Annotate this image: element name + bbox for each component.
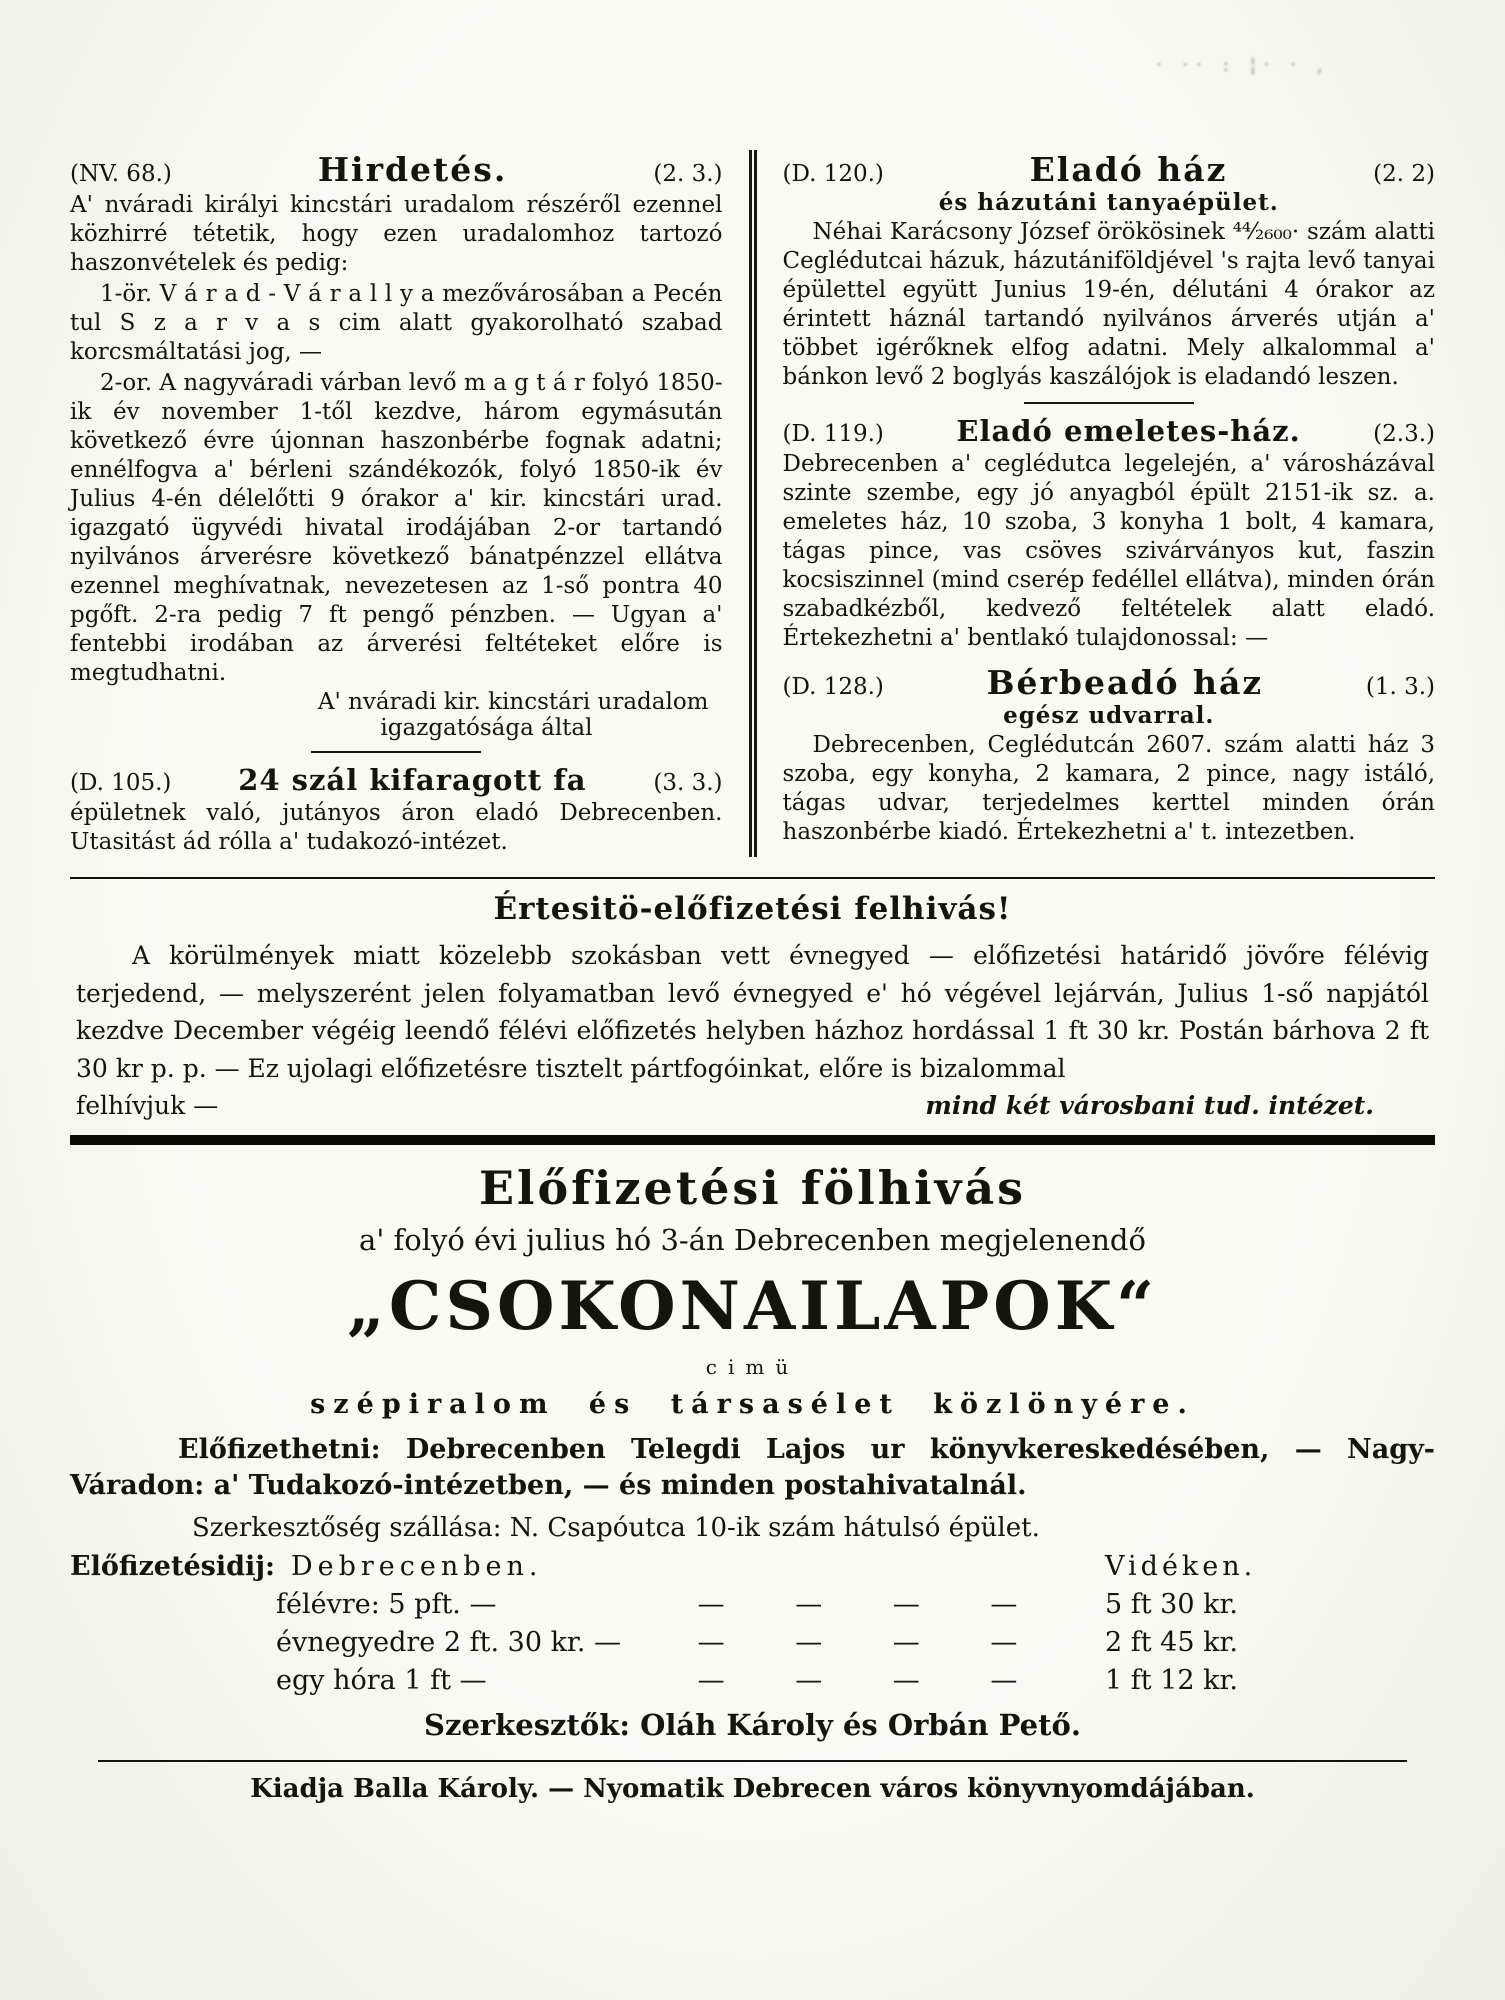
price-row [70,1627,1435,1658]
ad-ref: (D. 128.) [782,673,884,700]
editors-line: Szerkesztők: Oláh Károly és Orbán Pető. [424,1707,1081,1742]
ad-paragraph: Debrecenben, Ceglédutcán 2607. szám alatti ház 3 szoba, egy konyha, 2 kamara, 2 pince, nagy istáló, tágas udvar, terjedelmes kerttel minden órán haszonbérbe kiadó. Értekezhetni a' t. intezetben. [782,731,1435,845]
ad-subtitle: és házutáni tanyaépület. [938,189,1279,216]
subscription-subtitle: a' folyó évi julius hó 3-án Debrecenben megjelenendő [359,1222,1146,1257]
price-value: 2 ft 45 kr. [1105,1626,1239,1658]
ad-ref: (NV. 68.) [70,161,172,187]
ad-title-block [892,150,1365,189]
price-table-header [70,1551,1435,1582]
scan-artifact: · ·· : ¦· · , [1155,52,1330,76]
ad-paragraph: épületnek való, jutányos áron eladó Debrecenben. Utasitást ád rólla a' tudakozó-intézet. [70,800,723,856]
price-dash-fill: — — — — [697,1626,1018,1658]
separator-rule [1024,402,1194,404]
notice-end-line [76,1087,1429,1125]
ad-run-count: (3. 3.) [653,770,723,797]
imprint-line: Kiadja Balla Károly. — Nyomatik Debrecen város könyvnyomdájában. [250,1773,1255,1804]
ad-paragraph: A' nváradi királyi kincstári uradalom részéről ezennel közhirré tétetik, hogy ezen uradalomhoz tartozó haszonvételek és pedig: [70,192,723,276]
ad-run-count: (1. 3.) [1365,673,1435,700]
subscription-section [70,1145,1435,1742]
notice-body-end: felhívjuk — [76,1091,219,1121]
ad-signature-line: igazgatósága által [380,715,593,742]
ad-subtitle: egész udvarral. [1003,701,1215,729]
price-label: félévre: 5 pft. — [276,1588,497,1620]
masthead-title: „CSOKONAILAPOK“ [346,1266,1159,1345]
separator-rule [311,751,481,753]
notice-section [70,879,1435,1129]
thick-rule [70,1135,1435,1145]
ad-header [783,150,1436,189]
ad-header [70,150,723,189]
price-value: 5 ft 30 kr. [1105,1588,1239,1620]
ad-ref: (D. 119.) [782,420,884,447]
price-row [70,1589,1435,1620]
subscription-title: Előfizetési fölhivás [478,1160,1027,1215]
ad-title: Bérbeadó ház [986,662,1264,702]
price-header-label: Előfizetésidij: [70,1550,275,1582]
ad-header [783,414,1436,448]
ad-ref: (D. 105.) [70,770,172,797]
ad-signature-line: A' nváradi kir. kincstári uradalom [317,689,709,716]
ad-title: Eladó ház [1029,150,1228,189]
ad-hirdetes [70,150,723,753]
ad-paragraph: Néhai Karácsony József örökösinek ⁴⁴⁄₂₆₀₀· szám alatti Ceglédutcai házuk, házutániföldjével 's rajta levő tanyai épülettel együtt Junius 19-én, délutáni 4 órakor az érintett háznál tartandó nyilvános árverés utján a' többet igérőknek elfog adatni. Mely alkalommal a' bánkon levő 2 boglyás kaszálójok is eladandó leszen. [782,219,1435,390]
ad-header [70,763,723,797]
ad-berbeado-haz [783,663,1436,847]
ad-title-block [892,663,1358,702]
ad-header [783,663,1436,702]
price-label: évnegyedre 2 ft. 30 kr. — [276,1626,622,1658]
price-value: 1 ft 12 kr. [1105,1664,1239,1696]
ad-run-count: (2. 3.) [653,161,723,187]
price-row [70,1665,1435,1696]
ad-emeletes-haz [783,414,1436,653]
right-column [757,150,1436,857]
classifieds-section [70,150,1435,857]
price-header-city: Debrecenben. [290,1550,543,1582]
ad-paragraph: 2-or. A nagyváradi várban levő m a g t á r folyó 1850-ik év november 1-től kezdve, három egymásután következő évre újonnan haszonbérbe fognak adatni; ennélfogva a' bérleni szándékozók, folyó 1850-ik év Julius 4-én délelőtti 9 órakor a' kir. kincstári urad. igazgató ügyvédi hivatal irodájában 2-or tartandó nyilvános árverésre következő bánatpénzzel ellátva ezennel meghívatnak, nevezetesen az 1-ső pontra 40 pgőft. 2-ra pedig 7 ft pengő pénzben. — Ugyan a' fentebbi irodában az árverési feltéteket előre is megtudhatni. [70,369,723,686]
left-column [70,150,749,857]
where-to-subscribe: Előfizethetni: Debrecenben Telegdi Lajos ur könyvkereskedésében, — Nagy-Váradon: a' Tudakozó-intézetben, — és minden postahivatalnál. [70,1433,1435,1502]
price-dash-fill: — — — — [697,1588,1018,1620]
ad-paragraph: Debrecenben a' ceglédutca legelején, a' városházával szinte szembe, egy jó anyagból épült 2151-ik sz. a. emeletes ház, 10 szoba, 3 konyha 1 bolt, 4 kamara, tágas pince, vas csöves szivárványos kut, faszin kocsiszinnel (mind cserép fedéllel ellátva), minden órán szabadkézből, kedvező feltételek alatt eladó. Értekezhetni a' bentlakó tulajdonossal: — [782,450,1435,651]
price-header-country: Vidéken. [1105,1550,1257,1582]
footer-rule [98,1760,1407,1762]
notice-signature: mind két városbani tud. intézet. [925,1091,1374,1121]
price-table [70,1551,1435,1696]
price-label: egy hóra 1 ft — [276,1664,487,1696]
editorial-office-address: Szerkesztőség szállása: N. Csapóutca 10-ik szám hátulsó épület. [192,1512,1040,1543]
ad-ref: (D. 120.) [782,161,884,187]
price-dash-fill: — — — — [697,1664,1018,1696]
ad-title: Hirdetés. [317,150,508,189]
ad-paragraph: 1-ör. V á r a d - V á r a l l y a mezővárosában a Pecén tul S z a r v a s cim alatt gyakorolható szabad korcsmáltatási jog, — [70,280,723,365]
notice-title: Értesitö-előfizetési felhivás! [493,891,1012,928]
column-divider [749,150,757,857]
ad-elado-haz [783,150,1436,404]
ad-run-count: (2. 2) [1373,161,1435,187]
ad-kifaragott-fa [70,763,723,857]
ad-title: 24 szál kifaragott fa [238,763,587,798]
notice-body: A körülmények miatt közelebb szokásban vett évnegyed — előfizetési határidő jövőre félévig terjedend, — melyszerént jelen folyamatban levő évnegyed e' hó végével lejárván, Julius 1-ső napjától kezdve December végéig leendő félévi előfizetés helyben házhoz hordással 1 ft 30 kr. Postán bárhova 2 ft 30 kr p. p. — Ez ujolagi előfizetésre tisztelt pártfogóinkat, előre is bizalommal [76,941,1429,1083]
ad-run-count: (2.3.) [1373,420,1435,447]
journal-descriptor: szépiralom és társasélet közlönyére. [310,1388,1195,1420]
cimu-label: cimü [705,1354,800,1379]
ad-title: Eladó emeletes-ház. [956,413,1301,448]
